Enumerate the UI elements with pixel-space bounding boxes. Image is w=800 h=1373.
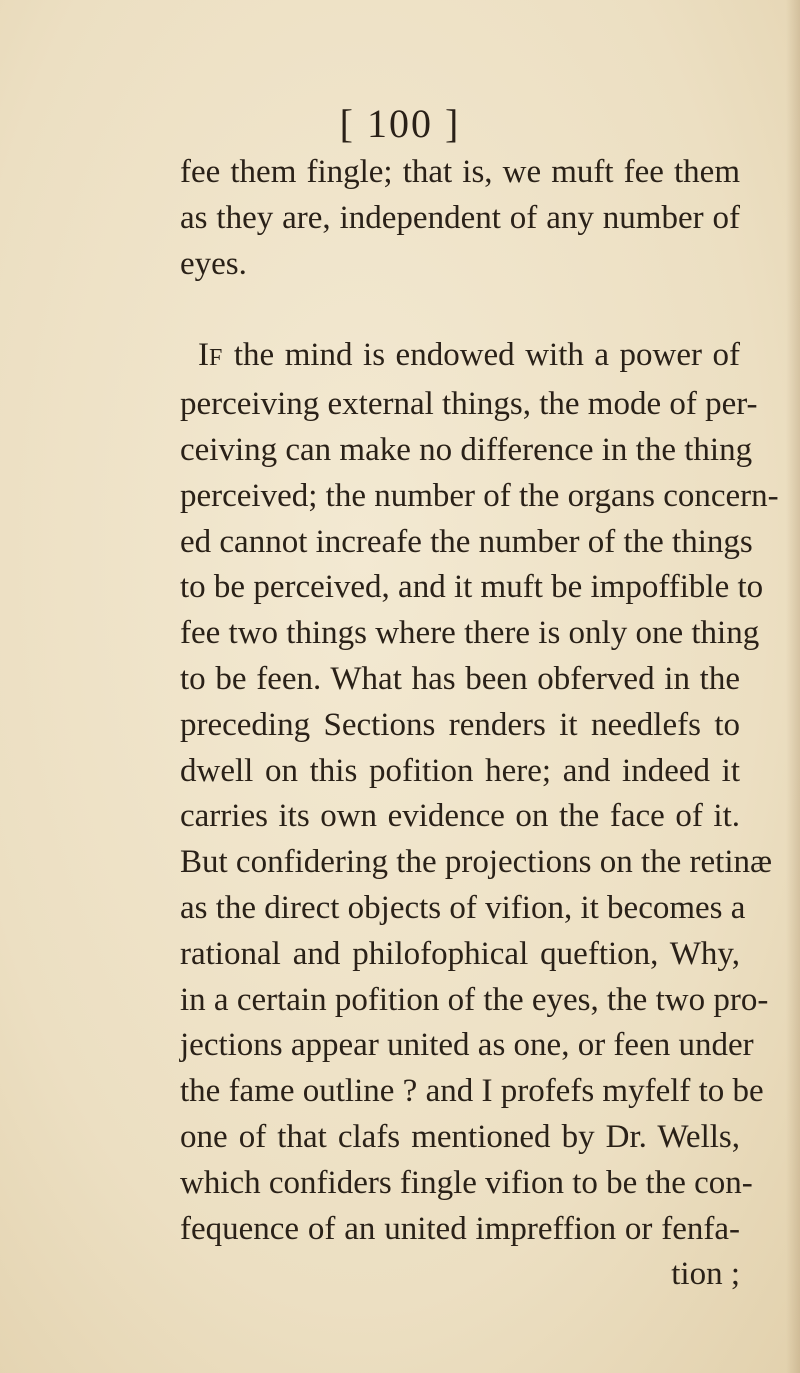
page-number: [ 100 ] <box>339 101 461 146</box>
opening-line-text: the mind is endowed with a power of <box>223 337 740 374</box>
text-line: carries its own evidence on the face of it. <box>180 798 740 835</box>
paragraph-gap <box>180 287 740 333</box>
text-line: the fame outline ? and I profefs myfelf to be <box>180 1073 764 1110</box>
page-edge-shadow <box>786 0 800 1373</box>
text-line: in a certain pofition of the eyes, the two pro- <box>180 981 769 1018</box>
text-line: as the direct objects of vifion, it becomes a <box>180 889 746 926</box>
text-line: to be perceived, and it muft be impoffible to <box>180 569 764 606</box>
body-text <box>180 150 779 1298</box>
text-line: ed cannot increafe the number of the things <box>180 523 753 560</box>
text-line: rational and philofophical queftion, Why, <box>180 935 740 972</box>
text-line: as they are, independent of any number of <box>180 199 740 236</box>
catchword-line: tion ; <box>671 1256 740 1293</box>
text-line: to be feen. What has been obferved in the <box>180 660 740 697</box>
text-line: ceiving can make no difference in the thing <box>180 431 753 468</box>
text-line: preceding Sections renders it needlefs to <box>180 706 740 743</box>
text-line: fequence of an united impreffion or fenfa- <box>180 1210 740 1247</box>
text-line: perceived; the number of the organs concern- <box>180 477 779 514</box>
text-line: fee them fingle; that is, we muft fee them <box>180 154 740 190</box>
text-line: which confiders fingle vifion to be the con- <box>180 1164 753 1201</box>
paragraph-opening-line <box>180 333 740 382</box>
text-line: perceiving external things, the mode of per- <box>180 386 758 423</box>
text-line: one of that clafs mentioned by Dr. Wells, <box>180 1118 740 1155</box>
text-line: eyes. <box>180 245 247 282</box>
text-line: dwell on this pofition here; and indeed it <box>180 752 740 789</box>
text-line: fee two things where there is only one thing <box>180 615 760 652</box>
text-line: jections appear united as one, or feen under <box>180 1027 754 1064</box>
dropcap-letter: I <box>198 337 209 374</box>
text-line: But confidering the projections on the retinæ <box>180 844 773 881</box>
smallcap-letters: F <box>209 345 224 372</box>
